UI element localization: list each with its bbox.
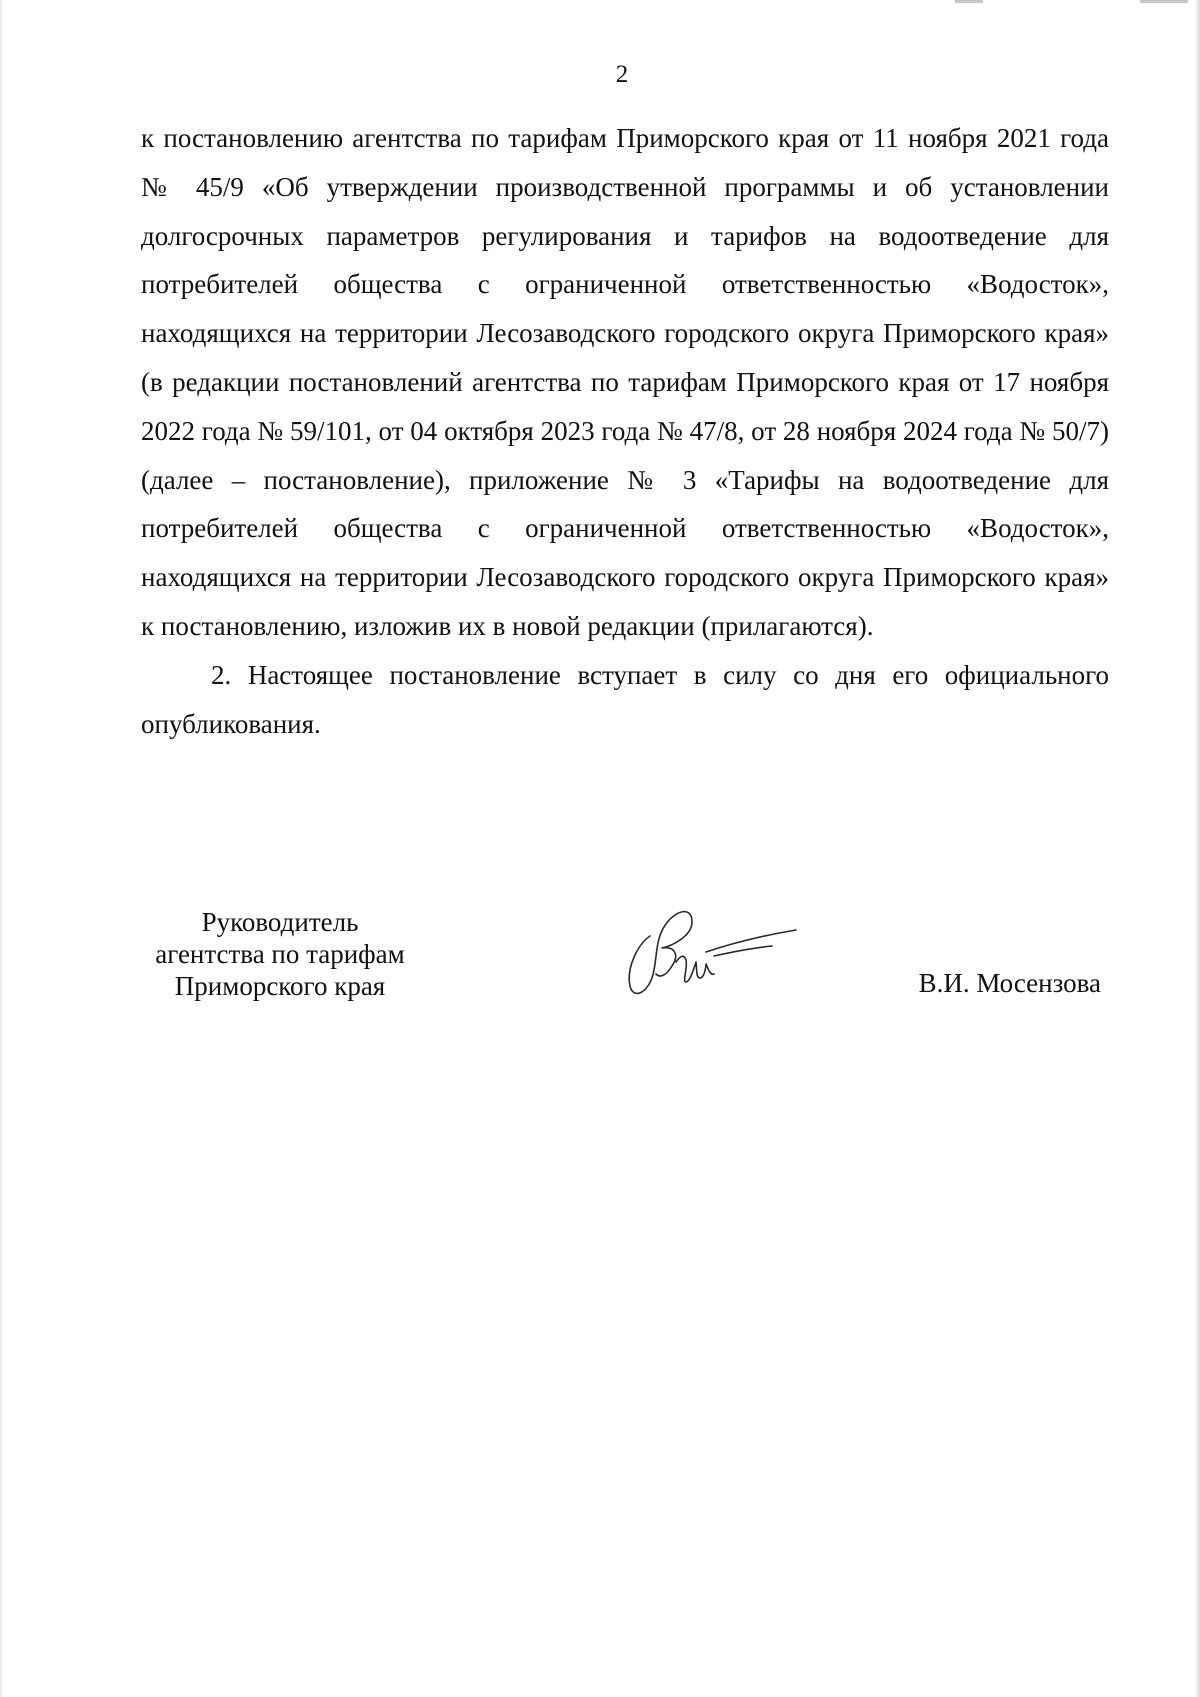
handwritten-signature: [620, 896, 800, 1006]
signatory-position: [100, 906, 460, 1002]
signatory-name: В.И. Мосензова: [918, 968, 1101, 998]
scan-edge-left: [0, 0, 3, 1697]
signatory-position-line-2: агентства по тарифам: [155, 939, 405, 969]
paragraph-effective-date: 2. Настоящее постановление вступает в силу со дня его официального опубликования.: [141, 659, 1109, 739]
scan-mark-top-2: [1140, 0, 1188, 3]
document-body: [141, 114, 1109, 748]
scan-mark-top-1: [955, 0, 983, 3]
paragraph-continuation: к постановлению агентства по тарифам Приморского края от 11 ноября 2021 года № 45/9 «Об утверждении производственной программы и об установлении долгосрочных параметров регулирования и тарифов на водоотведение для потребителей общества с ограниченной ответственностью «Водосток», находящихся на территории Лесозаводского городского округа Приморского края» (в редакции постановлений агентства по тарифам Приморского края от 17 ноября 2022 года № 59/101, от 04 октября 2023 года № 47/8, от 28 ноября 2024 года № 50/7) (далее – постановление), приложение № 3 «Тарифы на водоотведение для потребителей общества с ограниченной ответственностью «Водосток», находящихся на территории Лесозаводского городского округа Приморского края» к постановлению, изложив их в новой редакции (прилагаются).: [141, 123, 1109, 641]
scan-edge-right: [1196, 0, 1200, 1697]
page-number: 2: [615, 61, 629, 88]
signatory-position-line-1: Руководитель: [201, 907, 359, 937]
signatory-position-line-3: Приморского края: [174, 971, 386, 1001]
signature-block: [0, 896, 1200, 1016]
